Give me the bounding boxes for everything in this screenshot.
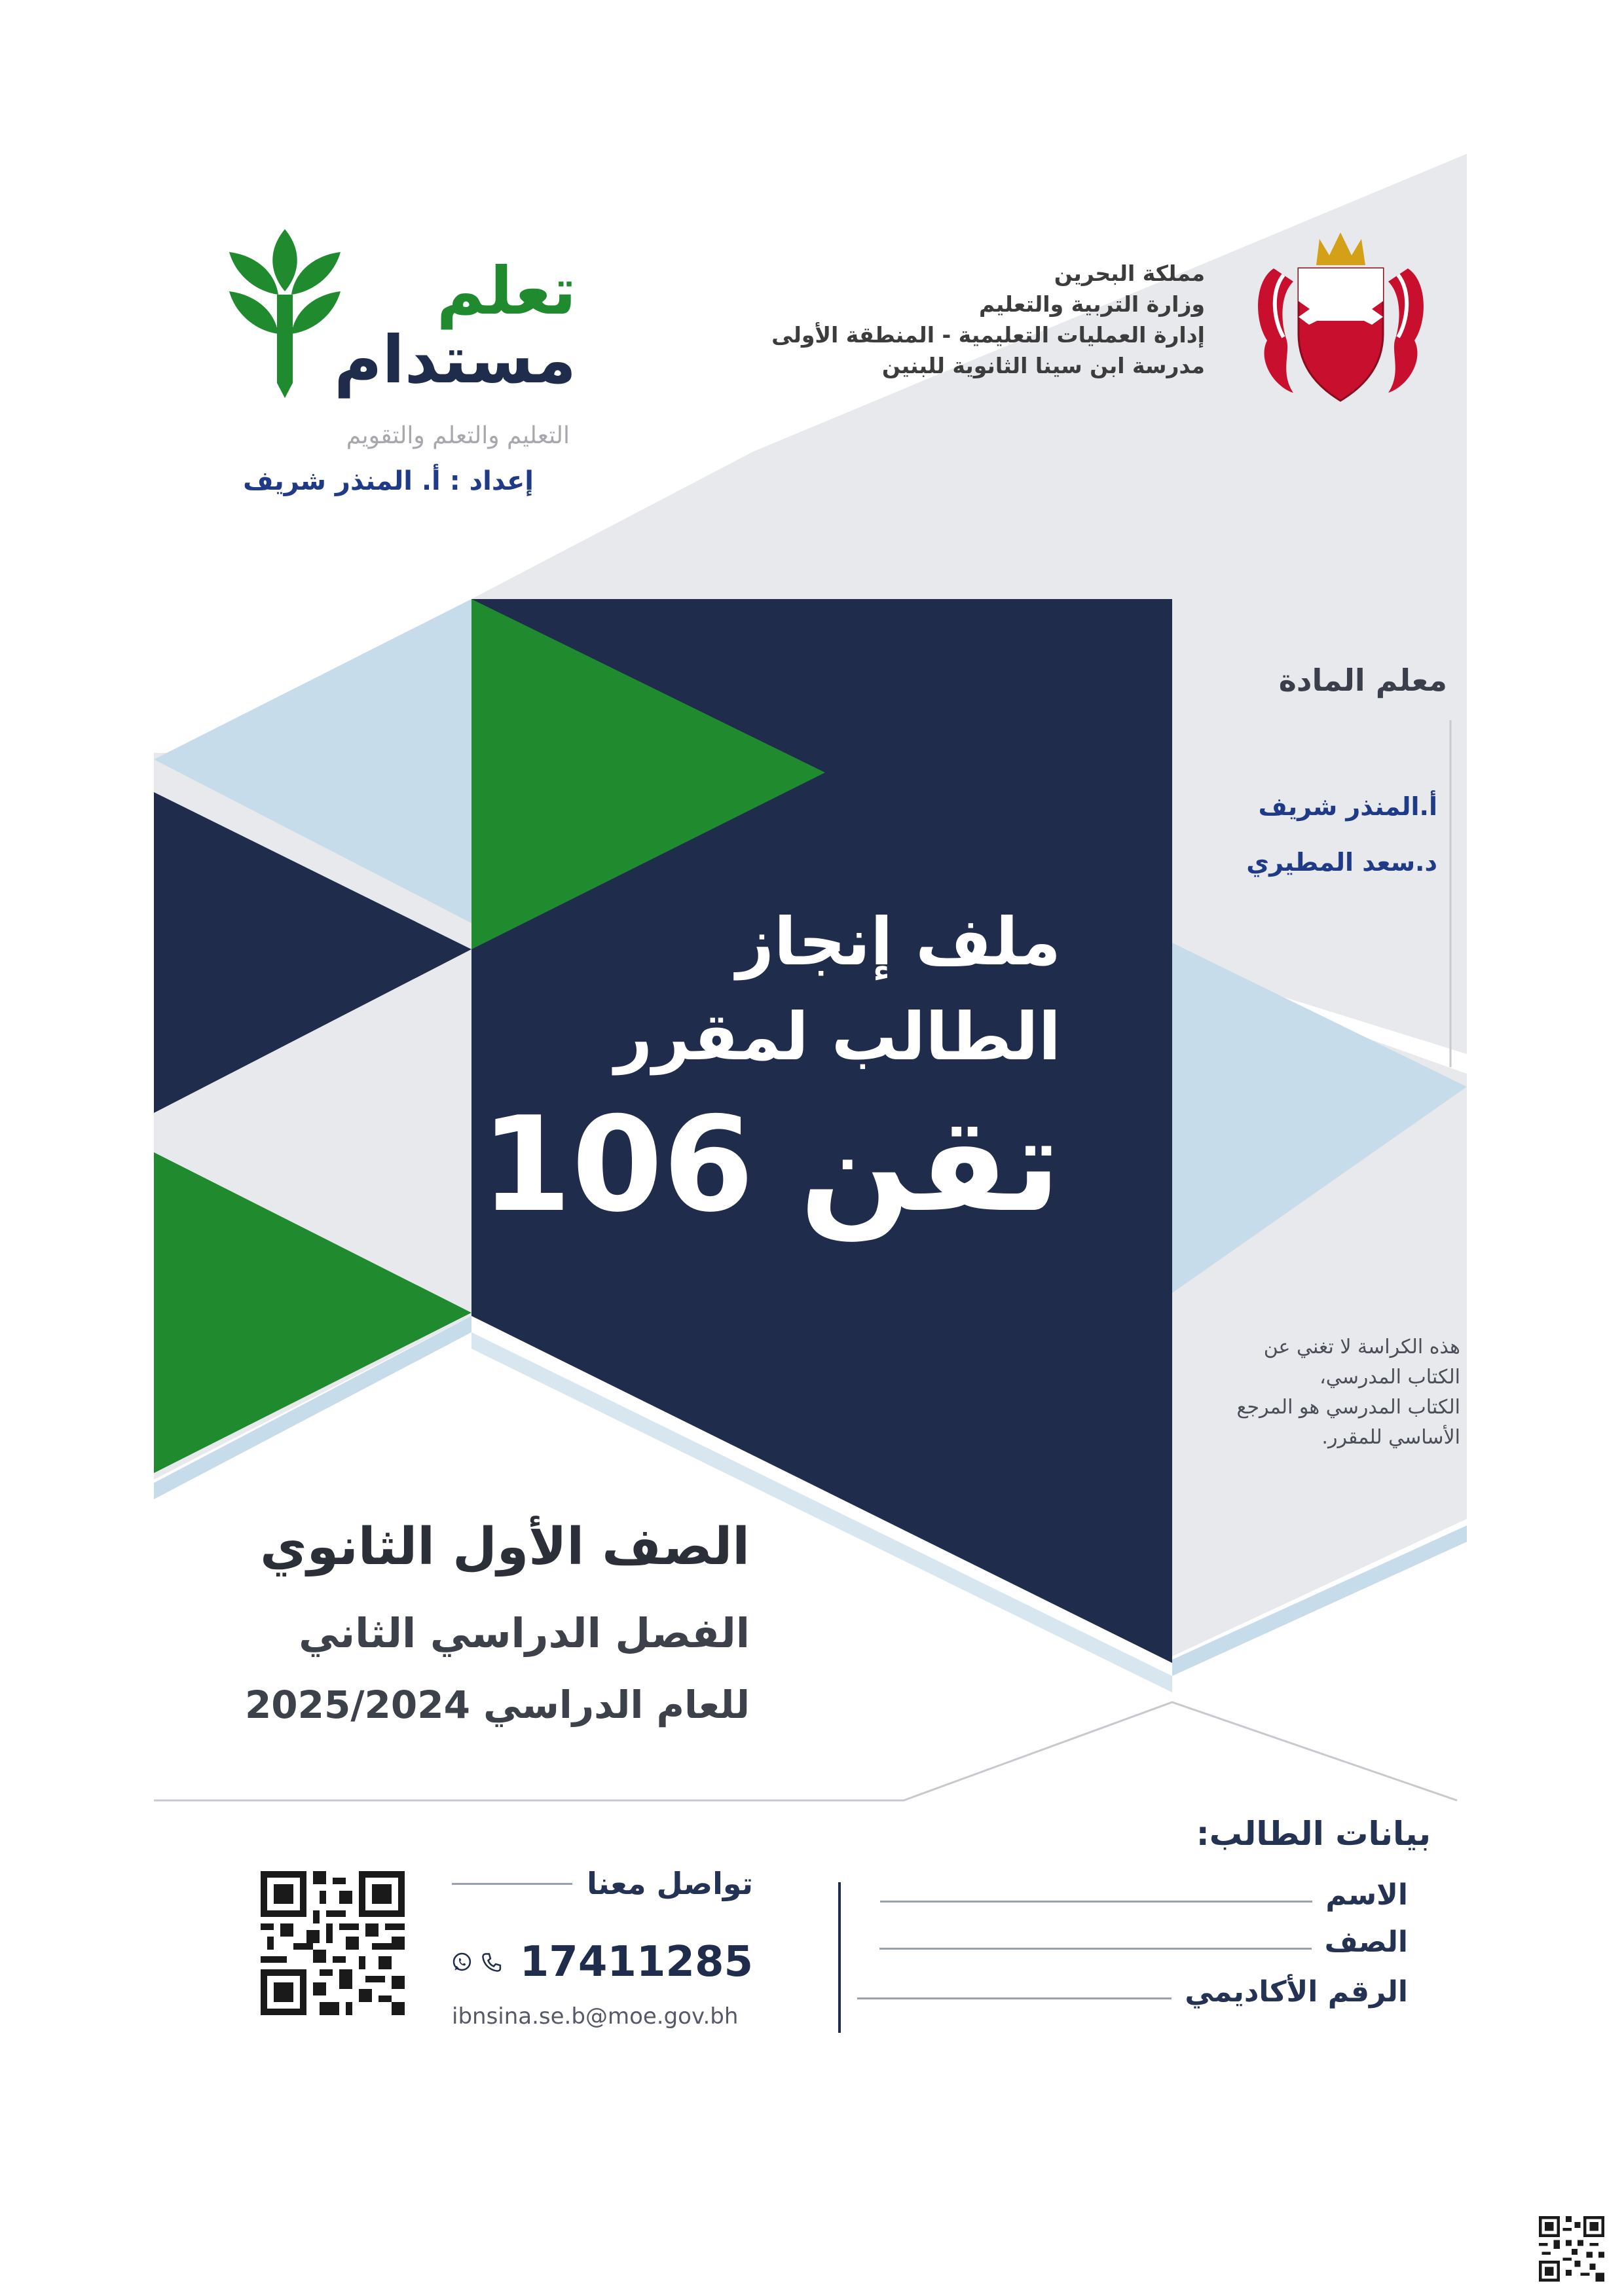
note-line-4: الأساسي للمقرر. — [1321, 1426, 1460, 1449]
student-id-row — [857, 1969, 1408, 2009]
academic-year: للعام الدراسي 2025/2024 — [244, 1683, 750, 1727]
wheat-logo-icon — [226, 229, 344, 399]
contact-heading: تواصل معنا — [587, 1866, 753, 1901]
header-directorate: إدارة العمليات التعليمية - المنطقة الأولى — [771, 322, 1205, 348]
student-id-field[interactable] — [857, 1997, 1172, 1999]
whatsapp-icon — [452, 1942, 472, 1982]
phone-row — [452, 1938, 753, 1986]
qr-code — [261, 1871, 405, 2015]
grade-level: الصف الأول الثانوي — [260, 1518, 750, 1576]
title-line-2: الطالب لمقرر — [614, 998, 1061, 1075]
student-id-label: الرقم الأكاديمي — [1185, 1975, 1408, 2009]
logo-word-learn: تعلم — [436, 253, 576, 329]
logo-tagline: التعليم والتعلم والتقويم — [346, 422, 570, 449]
course-code: تقن 106 — [480, 1089, 1061, 1241]
note-line-3: الكتاب المدرسي هو المرجع — [1236, 1396, 1460, 1419]
teachers-heading: معلم المادة — [1278, 663, 1447, 698]
student-class-row — [879, 1920, 1408, 1959]
phone-icon — [481, 1942, 502, 1982]
phone-number: 17411285 — [519, 1938, 753, 1986]
student-data-heading: بيانات الطالب: — [1196, 1815, 1431, 1853]
title-line-1: ملف إنجاز — [736, 903, 1061, 980]
logo-word-sustainable: مستدام — [334, 321, 576, 398]
contact-heading-line — [452, 1883, 572, 1885]
email-address: ibnsina.se.b@moe.gov.bh — [452, 2003, 739, 2030]
contact-heading-row — [452, 1866, 753, 1901]
header-ministry: وزارة التربية والتعليم — [979, 291, 1205, 317]
header-school: مدرسة ابن سينا الثانوية للبنين — [881, 353, 1205, 378]
teacher-name-2: د.سعد المطيري — [1246, 848, 1437, 877]
header-kingdom: مملكة البحرين — [1054, 261, 1205, 286]
note-line-1: هذه الكراسة لا تغني عن — [1263, 1336, 1460, 1358]
corner-qr-code — [1539, 2216, 1604, 2282]
note-line-2: الكتاب المدرسي، — [1320, 1366, 1460, 1389]
prepared-by: إعداد : أ. المنذر شريف — [243, 466, 534, 496]
disclaimer-note — [1237, 1332, 1460, 1453]
student-class-label: الصف — [1324, 1925, 1408, 1959]
bahrain-emblem — [1254, 229, 1428, 409]
student-class-field[interactable] — [879, 1948, 1312, 1950]
semester: الفصل الدراسي الثاني — [299, 1609, 750, 1657]
student-name-row — [880, 1872, 1408, 1912]
teacher-name-1: أ.المنذر شريف — [1258, 792, 1437, 821]
student-name-field[interactable] — [880, 1901, 1312, 1903]
student-name-label: الاسم — [1325, 1878, 1408, 1912]
